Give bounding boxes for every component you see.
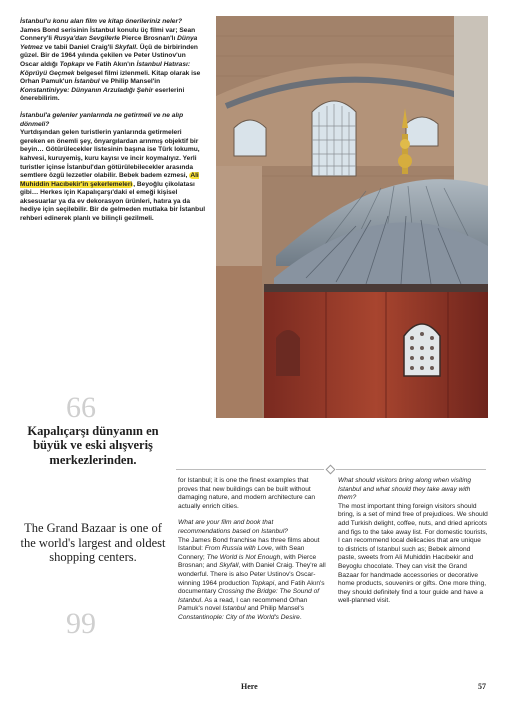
highlighted-text: Ali Muhiddin Hacıbekir'in şekerlemeleri bbox=[20, 172, 199, 188]
english-column-1 bbox=[178, 477, 326, 623]
answer-tr-1: James Bond serisinin İstanbul konulu üç filmi var; Sean Connery'li Rusya'dan Sevgilerle Pierce Brosnan'lı Dünya Yetmez ve tabii Daniel Craig'li Skyfall. Üçü de birbirinden güzel. Bir de 1964 yılında çekilen ve Peter Ustinov'un Oscar aldığı Topkapı ve Fatih Akın'ın İstanbul Hatırası: Köprüyü Geçmek belgesel filmi izlenmeli. Kitap olarak ise Orhan Pamuk'un İstanbul ve Philip Mansel'in Konstantiniyye: Dünyanın Arzuladığı Şehir eserlerini önerebilirim. bbox=[20, 26, 201, 103]
hagia-sophia-photo bbox=[216, 16, 488, 418]
page-number: 57 bbox=[478, 682, 486, 691]
open-quote-icon: 66 bbox=[66, 391, 96, 424]
question-tr-2: İstanbul'a gelenler yanlarında ne getirmeli ve ne alıp dönmeli? bbox=[20, 111, 184, 128]
question-en-1: What are your film and book that recommendations based on Istanbul? bbox=[178, 519, 288, 535]
english-column-2 bbox=[338, 477, 488, 606]
turkish-interview-column bbox=[20, 18, 206, 224]
paragraph: for Istanbul; it is one the finest examples that proves that new buildings can be built without damaging nature, and modern architecture can actually enrich cities. bbox=[178, 477, 316, 510]
divider-diamond-icon bbox=[326, 465, 336, 475]
close-quote-icon: 99 bbox=[66, 607, 96, 640]
answer-en-1: The James Bond franchise has three films about Istanbul: From Russia with Love, with Sean Connery; The World is Not Enough, with Pierce Brosnan; and Skyfall, with Daniel Craig. They're all wonderful. There is also Peter Ustinov's Oscar-winning 1964 production Topkapi, and Fatih Akın's documentary Crossing the Bridge: The Sound of Istanbul. As a read, I can recommend Orhan Pamuk's novel Istanbul and Philip Mansel's Constantinople: City of the World's Desire. bbox=[178, 536, 326, 621]
magazine-brand: Here bbox=[241, 682, 258, 691]
pull-quote-turkish: Kapalıçarşı dünyanın en büyük ve eski alışveriş merkezlerinden. bbox=[27, 424, 159, 467]
divider-left bbox=[176, 469, 324, 470]
question-en-2: What should visitors bring along when visiting Istanbul and what should they take away with them? bbox=[338, 477, 472, 502]
question-tr-1: İstanbul'u konu alan film ve kitap önerileriniz neler? bbox=[20, 18, 183, 25]
answer-en-2: The most important thing foreign visitors should bring, is a set of mind free of prejudices. We should add Turkish delight, coffee, nuts, and dried apricots and figs to the take away list. For domestic tourists, I can recommend local delicacies that are unique to districts of Istanbul such as; Bebek almond paste, sweets from Ali Muhiddin Hacıbekir and Beyoglu chocolate. They can visit the Grand Bazaar for handmade accessories or decorative home products, souvenirs or gifts. One more thing, they should definitely find a tour guide and have a well-planned visit. bbox=[338, 502, 488, 605]
answer-tr-2: Yurtdışından gelen turistlerin yanlarında getirmeleri gereken en önemli şey, önyargılardan arınmış objektif bir beyin… Götürülecekler listesinin başına ise Türk lokumu, kahvesi, kuruyemiş, kuru kayısı ve incir koymalıyız. Yerli turistler içinse İstanbul'dan götürülebilecekler arasında semtlere özgü lezzetler olabilir. Bebek badem ezmesi, Ali Muhiddin Hacıbekir'in şekerlemeleri, Beyoğlu çikolatası gibi… Herkes için Kapalıçarşı'daki el emeği kişisel aksesuarlar ya da ev dekorasyon ürünleri, hatıra ya da hediye için seçilebilir. Bir de gelmeden mutlaka bir İstanbul rehberi edinerek planlı ve bilinçli gezilmeli. bbox=[20, 129, 206, 223]
divider-right bbox=[336, 469, 486, 470]
pull-quote-english: The Grand Bazaar is one of the world's largest and oldest shopping centers. bbox=[20, 521, 166, 565]
